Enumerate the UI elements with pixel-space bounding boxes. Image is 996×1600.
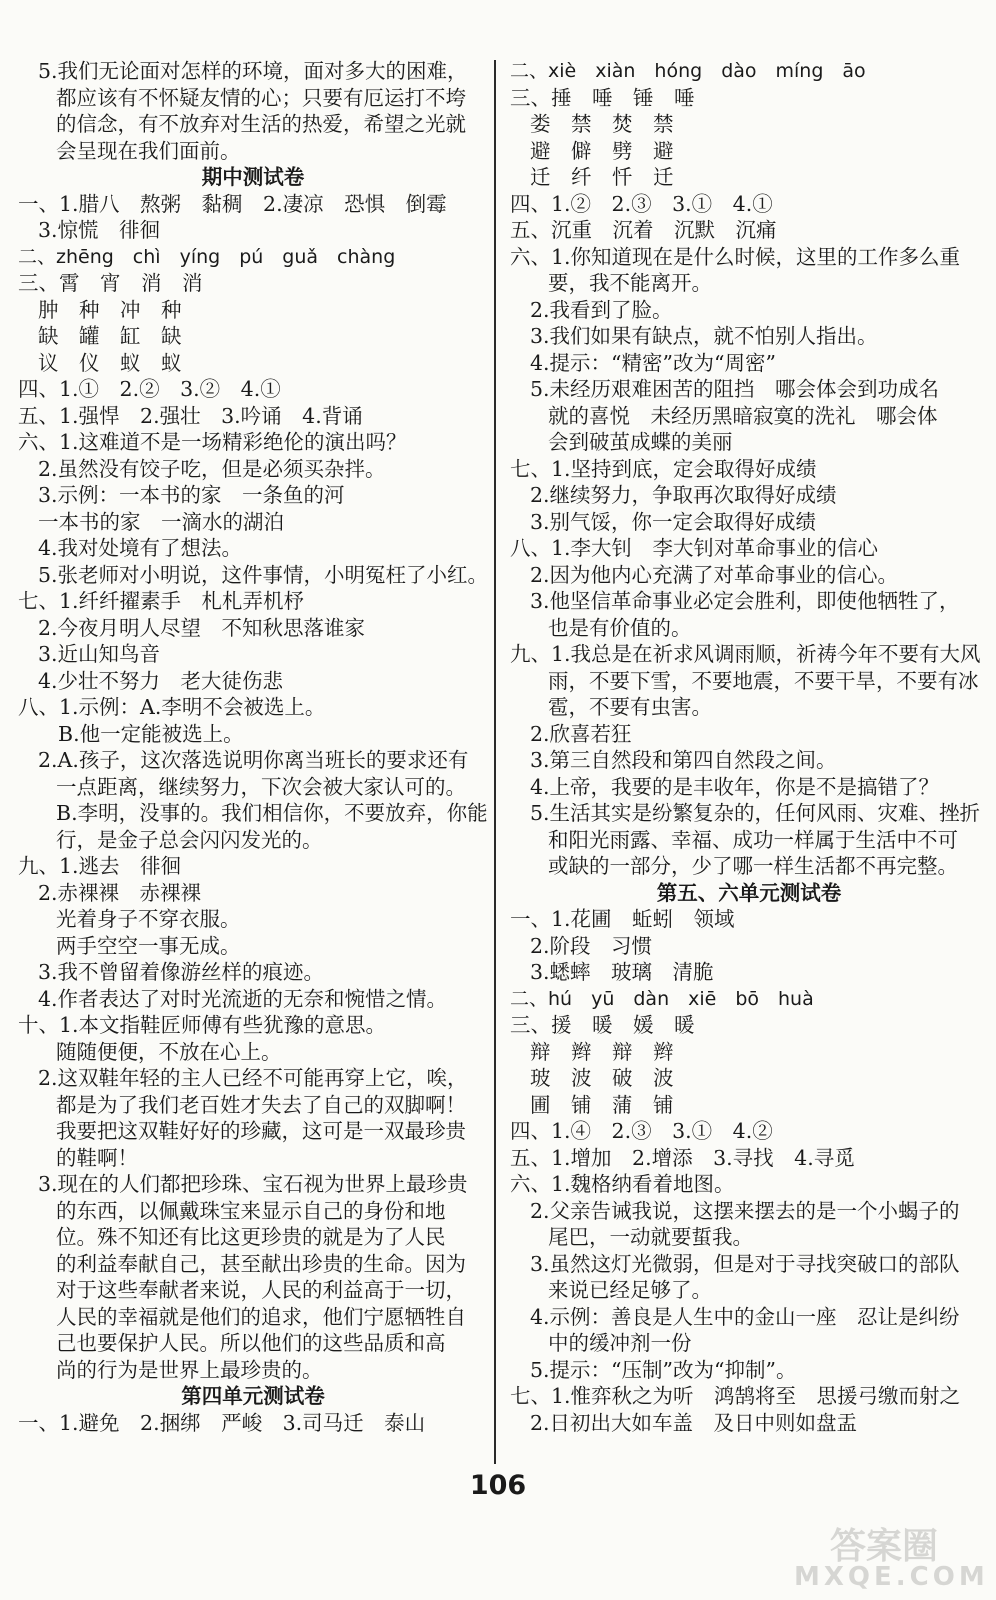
answer-line: 九、1.我总是在祈求风调雨顺，祈祷今年不要有大风 (510, 642, 981, 666)
answer-line: 行，是金子总会闪闪发光的。 (56, 827, 323, 852)
answer-line: 都是为了我们老百姓才失去了自己的双脚啊！ (56, 1092, 466, 1117)
answer-line: 也是有价值的。 (548, 615, 692, 640)
answer-line: 3.示例：一本书的家 一条鱼的河 (38, 483, 345, 507)
answer-line: 会呈现在我们面前。 (56, 138, 241, 163)
answer-line: B.李明，没事的。我们相信你，不要放弃，你能 (56, 801, 488, 825)
answer-line: 四、1.① 2.② 3.② 4.① (18, 377, 281, 401)
answer-line: 一、1.避免 2.捆绑 严峻 3.司马迁 泰山 (18, 1410, 426, 1435)
answer-line: 2.我看到了脸。 (530, 297, 673, 322)
answer-line: 十、1.本文指鞋匠师傅有些犹豫的意思。 (18, 1013, 387, 1037)
answer-line: 六、1.你知道现在是什么时候，这里的工作多么重 (510, 244, 961, 269)
watermark-logo (794, 1518, 989, 1592)
answer-line: 4.上帝，我要的是丰收年，你是不是搞错了？ (530, 774, 940, 799)
answer-line: 4.我对处境有了想法。 (38, 536, 243, 560)
section-heading: 第五、六单元测试卷 (656, 880, 842, 905)
answer-line: 来说已经足够了。 (548, 1278, 712, 1302)
answer-line: 七、1.纤纤擢素手 札札弄机杼 (18, 589, 305, 613)
answer-line: 九、1.逃去 徘徊 (18, 854, 182, 878)
answer-line: 缺 罐 缸 缺 (38, 324, 182, 348)
answer-line: 3.现在的人们都把珍珠、宝石视为世界上最珍贵 (38, 1172, 468, 1196)
answer-line: 八、1.示例：A.李明不会被选上。 (18, 695, 326, 719)
section-heading: 第四单元测试卷 (181, 1384, 325, 1408)
answer-line: 就的喜悦 未经历黑暗寂寞的洗礼 哪会体 (548, 403, 938, 428)
answer-line: 三、援 暖 媛 暖 (510, 1013, 695, 1037)
answer-line: 五、1.增加 2.增添 3.寻找 4.寻觅 (510, 1145, 855, 1170)
answer-line: 会到破茧成蝶的美丽 (548, 430, 733, 454)
answer-line: 3.别气馁，你一定会取得好成绩 (530, 509, 817, 534)
answer-line: 的信念，有不放弃对生活的热爱，希望之光就 (56, 112, 466, 136)
answer-line: 5.张老师对小明说，这件事情，小明冤枉了小红。 (38, 562, 488, 587)
answer-line: 4.少壮不努力 老大徒伤悲 (38, 668, 284, 693)
answer-line: 尾巴，一动就要蜇我。 (548, 1225, 753, 1249)
answer-line: 2.继续努力，争取再次取得好成绩 (530, 483, 837, 507)
answer-line: 四、1.② 2.③ 3.① 4.① (510, 191, 773, 216)
answer-line: 圃 铺 蒲 铺 (530, 1092, 674, 1117)
answer-line: 己也要保护人民。所以他们的这些品质和高 (56, 1331, 446, 1355)
answer-line: 四、1.④ 2.③ 3.① 4.② (510, 1119, 773, 1143)
answer-line: 两手空空一事无成。 (56, 933, 241, 958)
answer-line: 随随便便，不放在心上。 (56, 1039, 282, 1064)
answer-line: 一、1.花圃 蚯蚓 领域 (510, 907, 735, 931)
answer-line: 4.作者表达了对时光流逝的无奈和惋惜之情。 (38, 986, 448, 1011)
answer-line: 人民的幸福就是他们的追求，他们宁愿牺牲自 (56, 1304, 466, 1329)
answer-line: 3.我们如果有缺点，就不怕别人指出。 (530, 324, 878, 348)
answer-line: 或缺的一部分，少了哪一样生活都不再完整。 (548, 854, 958, 878)
answer-line: 2.这双鞋年轻的主人已经不可能再穿上它，唉， (38, 1066, 468, 1090)
answer-line: 2.父亲告诫我说，这摆来摆去的是一个小蝎子的 (530, 1198, 960, 1223)
answer-line: B.他一定能被选上。 (58, 721, 244, 746)
answer-line: 八、1.李大钊 李大钊对革命事业的信心 (510, 536, 879, 560)
answer-line: 3.他坚信革命事业必定会胜利，即使他牺牲了， (530, 589, 960, 613)
page-number: 106 (469, 1470, 527, 1501)
answer-line: 4.示例：善良是人生中的金山一座 忍让是纠纷 (530, 1304, 960, 1329)
watermark-top-text: 答案圈 (829, 1526, 938, 1567)
column-divider (494, 60, 496, 1464)
answer-line: 3.惊慌 徘徊 (38, 218, 161, 242)
answer-line: 3.近山知鸟音 (38, 642, 161, 666)
watermark-bottom-text: MXQE.COM (794, 1562, 989, 1592)
section-heading: 期中测试卷 (201, 165, 305, 189)
answer-line: 迁 纤 忏 迁 (530, 165, 674, 189)
answer-line: 尚的行为是世界上最珍贵的。 (56, 1357, 323, 1382)
left-column (18, 58, 488, 1436)
answer-line: 娄 禁 焚 禁 (530, 112, 674, 136)
answer-line: 2.因为他内心充满了对革命事业的信心。 (530, 562, 899, 587)
answer-line: 位。殊不知还有比这更珍贵的就是为了人民 (56, 1225, 446, 1249)
answer-line: 一本书的家 一滴水的湖泊 (38, 509, 284, 534)
answer-line: 5.未经历艰难困苦的阻挡 哪会体会到功成名 (530, 377, 940, 401)
answer-line: 3.第三自然段和第四自然段之间。 (530, 748, 837, 772)
answer-line: 中的缓冲剂一份 (548, 1331, 692, 1355)
answer-line: 三、霄 宵 消 消 (18, 271, 203, 295)
answer-line: 议 仪 蚁 蚁 (38, 350, 182, 375)
answer-line: 2.虽然没有饺子吃，但是必须买杂拌。 (38, 456, 386, 481)
answer-line: 五、沉重 沉着 沉默 沉痛 (510, 218, 777, 242)
answer-line: 五、1.强悍 2.强壮 3.吟诵 4.背诵 (18, 403, 363, 428)
answer-line: 二、zhēng chì yíng pú guǎ chàng (18, 245, 396, 268)
answer-line: 二、hú yū dàn xiē bō huà (510, 987, 814, 1010)
answer-line: 六、1.魏格纳看着地图。 (510, 1172, 735, 1196)
answer-line: 5.生活其实是纷繁复杂的，任何风雨、灾难、挫折 (530, 801, 981, 825)
answer-line: 要，我不能离开。 (548, 271, 712, 295)
answer-line: 4.提示：“精密”改为“周密” (530, 350, 776, 375)
answer-line: 2.赤裸裸 赤裸裸 (38, 880, 202, 905)
answer-line: 3.我不曾留着像游丝样的痕迹。 (38, 960, 325, 984)
answer-line: 和阳光雨露、幸福、成功一样属于生活中不可 (548, 827, 958, 852)
answer-line: 5.提示：“压制”改为“抑制”。 (530, 1357, 797, 1382)
answer-line: 2.今夜月明人尽望 不知秋思落谁家 (38, 615, 366, 640)
answer-line: 雨，不要下雪，不要地震，不要干旱，不要有冰 (548, 668, 979, 693)
answer-line: 一、1.腊八 熬粥 黏稠 2.凄凉 恐惧 倒霉 (18, 191, 447, 216)
answer-line: 光着身子不穿衣服。 (56, 907, 241, 931)
answer-line: 2.阶段 习惯 (530, 933, 653, 958)
answer-line: 都应该有不怀疑友情的心；只要有厄运打不垮 (56, 85, 466, 110)
answer-line: 避 僻 劈 避 (530, 138, 674, 163)
right-column (510, 58, 988, 1436)
answer-line: 玻 波 破 波 (530, 1066, 674, 1090)
answer-line: 七、1.坚持到底，定会取得好成绩 (510, 456, 817, 481)
answer-line: 对于这些奉献者来说，人民的利益高于一切， (56, 1278, 466, 1302)
answer-line: 三、捶 唾 锤 唾 (510, 85, 695, 110)
answer-line: 的利益奉献自己，甚至献出珍贵的生命。因为 (56, 1251, 466, 1276)
answer-line: 3.虽然这灯光微弱，但是对于寻找突破口的部队 (530, 1251, 960, 1276)
answer-line: 二、xiè xiàn hóng dào míng āo (510, 60, 866, 82)
answer-line: 2.A.孩子，这次落选说明你离当班长的要求还有 (38, 748, 469, 772)
answer-line: 2.日初出大如车盖 及日中则如盘盂 (530, 1410, 858, 1435)
answer-line: 六、1.这难道不是一场精彩绝伦的演出吗？ (18, 430, 407, 454)
answer-line: 雹，不要有虫害。 (548, 695, 712, 719)
answer-line: 的东西，以佩戴珠宝来显示自己的身份和地 (56, 1198, 446, 1223)
answer-line: 5.我们无论面对怎样的环境，面对多大的困难， (38, 59, 468, 83)
answer-line: 肿 种 冲 种 (38, 297, 182, 322)
answer-line: 2.欣喜若狂 (530, 721, 632, 746)
answer-line: 的鞋啊！ (56, 1145, 138, 1170)
answer-line: 七、1.惟弈秋之为听 鸿鹄将至 思援弓缴而射之 (510, 1384, 961, 1408)
answer-line: 3.蟋蟀 玻璃 清脆 (530, 960, 714, 984)
answer-line: 一点距离，继续努力，下次会被大家认可的。 (56, 774, 466, 799)
answer-line: 我要把这双鞋好好的珍藏，这可是一双最珍贵 (56, 1119, 466, 1143)
answer-line: 辩 辫 辩 辫 (530, 1039, 674, 1064)
